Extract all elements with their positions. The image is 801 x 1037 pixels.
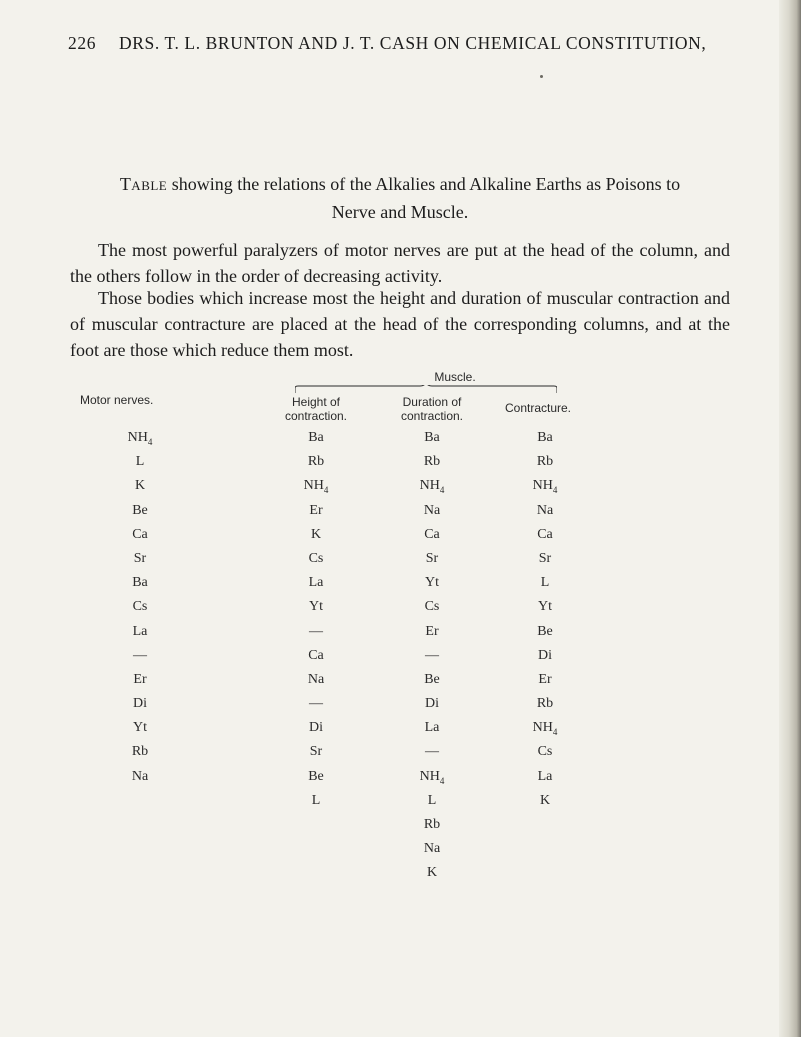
table-cell: Ca xyxy=(308,647,324,663)
table-cell: K xyxy=(539,792,551,808)
table-cell: — xyxy=(309,696,323,712)
table-cell: — xyxy=(425,744,439,760)
table-cell: $NH_4$ xyxy=(127,430,153,447)
table-cell: L xyxy=(427,792,437,808)
table-cell: $NH_4$ xyxy=(419,768,445,786)
table-cell: $NH_4$ xyxy=(532,720,558,738)
table-cell: Na xyxy=(423,841,441,857)
header-duration xyxy=(372,395,492,423)
table-cell: Na xyxy=(536,502,554,518)
table-cell: Cs xyxy=(424,599,440,615)
table-cell: Yt xyxy=(425,575,439,591)
table-cell: Ca xyxy=(537,526,553,542)
table-cell: K xyxy=(310,526,322,542)
header-contracture: Contracture. xyxy=(504,401,572,415)
table-cell: Be xyxy=(537,623,553,639)
table-cell: La xyxy=(308,575,324,591)
table-cell: Rb xyxy=(536,454,554,470)
table-cell: K xyxy=(426,865,438,881)
table-cell: Yt xyxy=(309,599,323,615)
header-height xyxy=(256,395,376,423)
muscle-brace xyxy=(295,385,557,393)
table-cell: — xyxy=(309,623,323,639)
table-cell: Rb xyxy=(423,454,441,470)
header-height-line-1: Height of xyxy=(291,395,341,409)
column-motor-nerves xyxy=(110,429,170,792)
table-cell: Ca xyxy=(132,526,148,542)
table-cell: Yt xyxy=(538,599,552,615)
caption-line-1-rest: showing the relations of the Alkalies and Alkaline Earths as Poisons to xyxy=(171,174,681,194)
table-cell: Yt xyxy=(133,720,147,736)
table-cell: Be xyxy=(308,768,324,784)
table-cell: Di xyxy=(133,696,147,712)
header-motor-nerves: Motor nerves. xyxy=(80,393,154,407)
table-cell: La xyxy=(537,768,553,784)
table-cell: Na xyxy=(307,671,325,687)
table-cell: Di xyxy=(425,696,439,712)
header-height-line-2: contraction. xyxy=(284,409,348,423)
table-cell: Be xyxy=(132,502,148,518)
caption-lead: Table xyxy=(119,174,168,194)
table-cell: Be xyxy=(424,671,440,687)
table-cell: L xyxy=(135,454,145,470)
page-number: 226 xyxy=(68,33,97,53)
paragraph-2: Those bodies which increase most the height and duration of muscular contraction and of muscular contracture are placed at the head of the corresponding columns, and at the foot are those which reduce them most. xyxy=(70,288,730,360)
table-cell: Er xyxy=(133,671,147,687)
table-cell: Sr xyxy=(425,550,439,566)
table-cell: Rb xyxy=(423,817,441,832)
table-cell: L xyxy=(311,792,321,808)
table-cell: La xyxy=(132,623,148,639)
table-cell: Sr xyxy=(309,744,323,760)
table-cell: — xyxy=(133,647,147,663)
table-cell: Cs xyxy=(308,550,324,566)
caption-line-2: Nerve and Muscle. xyxy=(331,202,469,222)
table-cell: Di xyxy=(309,720,323,736)
table-cell: — xyxy=(425,647,439,663)
table-cell: Er xyxy=(309,502,323,518)
table-cell: Sr xyxy=(538,550,552,566)
table-cell: Ba xyxy=(308,430,324,445)
table-cell: $NH_4$ xyxy=(532,478,558,496)
table-cell: Rb xyxy=(536,696,554,712)
table-cell: Er xyxy=(425,623,439,639)
column-contracture xyxy=(515,429,575,816)
header-duration-line-1: Duration of xyxy=(402,395,462,409)
table-cell: $NH_4$ xyxy=(303,478,329,496)
table-cell: L xyxy=(540,575,550,591)
table-cell: Ba xyxy=(537,430,553,445)
table-cell: Rb xyxy=(131,744,149,760)
header-duration-line-2: contraction. xyxy=(400,409,464,423)
header-muscle: Muscle. xyxy=(434,370,476,384)
table-cell: $NH_4$ xyxy=(419,478,445,496)
table-cell: Ba xyxy=(132,575,148,591)
table-cell: Cs xyxy=(132,599,148,615)
table-cell: Di xyxy=(538,647,552,663)
table-cell: Ba xyxy=(424,430,440,445)
table-cell: Rb xyxy=(307,454,325,470)
paragraph-1: The most powerful paralyzers of motor nerves are put at the head of the column, and the others follow in the order of decreasing activity. xyxy=(70,240,730,286)
table-cell: Na xyxy=(131,768,149,784)
table-cell: Cs xyxy=(537,744,553,760)
table-cell: Na xyxy=(423,502,441,518)
column-duration xyxy=(402,429,462,889)
table-cell: Ca xyxy=(424,526,440,542)
column-height xyxy=(286,429,346,816)
table-cell: K xyxy=(134,478,146,494)
table-cell: Sr xyxy=(133,550,147,566)
running-title: DRS. T. L. BRUNTON AND J. T. CASH ON CHEMICAL CONSTITUTION, xyxy=(119,33,707,53)
table-cell: Er xyxy=(538,671,552,687)
table-cell: La xyxy=(424,720,440,736)
